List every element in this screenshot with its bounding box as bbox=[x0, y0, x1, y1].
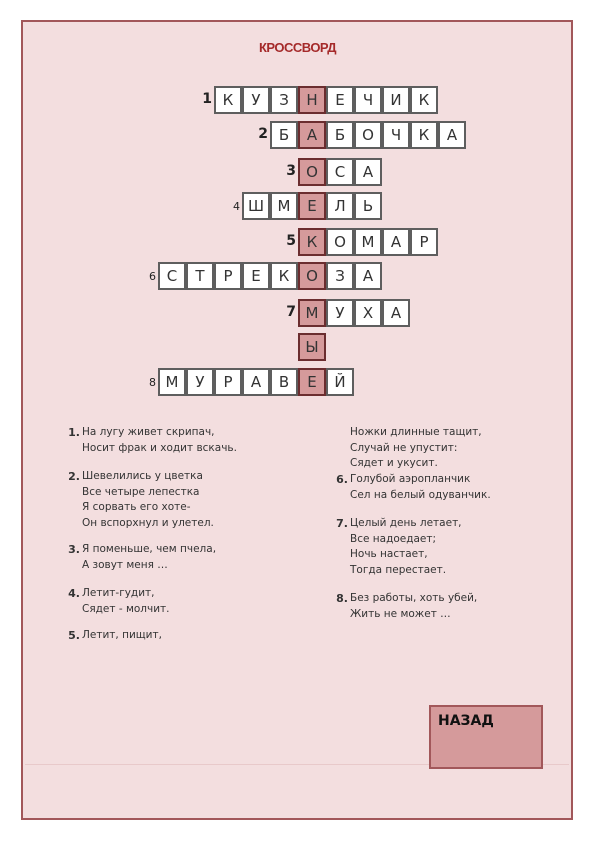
clue-line: Сядет и укусит. bbox=[350, 457, 438, 469]
clue-line: Все надоедает; bbox=[350, 532, 437, 545]
letter-cell[interactable]: О bbox=[354, 121, 382, 149]
key-word-cell[interactable]: Ы bbox=[298, 333, 326, 361]
row-number-6: 6 bbox=[149, 270, 156, 283]
letter-cell[interactable]: Б bbox=[270, 121, 298, 149]
clue-number: 2. bbox=[68, 470, 80, 483]
clue-line: Все четыре лепестка bbox=[82, 485, 200, 498]
key-word-cell[interactable]: О bbox=[298, 158, 326, 186]
key-word-cell[interactable]: О bbox=[298, 262, 326, 290]
back-button-label: НАЗАД bbox=[438, 713, 494, 729]
page-title: КРОССВОРД bbox=[258, 40, 337, 55]
clue-text bbox=[350, 516, 462, 578]
row-number-1: 1 bbox=[202, 91, 212, 107]
letter-cell[interactable]: Р bbox=[410, 228, 438, 256]
key-word-cell[interactable]: Е bbox=[298, 192, 326, 220]
clue-text bbox=[82, 628, 162, 644]
letter-cell[interactable]: М bbox=[270, 192, 298, 220]
clue-line: Сядет - молчит. bbox=[82, 602, 170, 615]
letter-cell[interactable]: Ь bbox=[354, 192, 382, 220]
letter-cell[interactable]: Х bbox=[354, 299, 382, 327]
row-number-4: 4 bbox=[233, 200, 240, 213]
letter-cell[interactable]: А bbox=[438, 121, 466, 149]
letter-cell[interactable]: А bbox=[242, 368, 270, 396]
clue-line: Я сорвать его хоте- bbox=[82, 501, 191, 513]
letter-cell[interactable]: Ч bbox=[382, 121, 410, 149]
clue-line: Сел на белый одуванчик. bbox=[350, 488, 491, 501]
clue-number: 6. bbox=[336, 473, 348, 486]
letter-cell[interactable]: О bbox=[326, 228, 354, 256]
clue-line: Случай не упустит: bbox=[350, 441, 458, 454]
clue-line: Летит-гудит, bbox=[82, 587, 155, 599]
letter-cell[interactable]: У bbox=[242, 86, 270, 114]
letter-cell[interactable]: С bbox=[326, 158, 354, 186]
letter-cell[interactable]: В bbox=[270, 368, 298, 396]
clue-line: Он вспорхнул и улетел. bbox=[82, 516, 214, 529]
letter-cell[interactable]: К bbox=[270, 262, 298, 290]
letter-cell[interactable]: Б bbox=[326, 121, 354, 149]
letter-cell[interactable]: Т bbox=[186, 262, 214, 290]
row-number-5: 5 bbox=[286, 233, 296, 249]
letter-cell[interactable]: У bbox=[326, 299, 354, 327]
letter-cell[interactable]: К bbox=[410, 121, 438, 149]
letter-cell[interactable]: Л bbox=[326, 192, 354, 220]
letter-cell[interactable]: С bbox=[158, 262, 186, 290]
key-word-cell[interactable]: К bbox=[298, 228, 326, 256]
clue-line: Носит фрак и ходит вскачь. bbox=[82, 441, 237, 454]
letter-cell[interactable]: Ч bbox=[354, 86, 382, 114]
clue-line: Жить не может … bbox=[350, 607, 451, 620]
clue-line: Целый день летает, bbox=[350, 517, 462, 529]
clue-line: Тогда перестает. bbox=[350, 563, 447, 576]
letter-cell[interactable]: М bbox=[158, 368, 186, 396]
clue-text bbox=[82, 542, 216, 573]
clue-text bbox=[82, 469, 214, 531]
letter-cell[interactable]: А bbox=[382, 299, 410, 327]
letter-cell[interactable]: М bbox=[354, 228, 382, 256]
letter-cell[interactable]: К bbox=[214, 86, 242, 114]
clue-line: Я поменьше, чем пчела, bbox=[82, 543, 217, 555]
letter-cell[interactable]: А bbox=[382, 228, 410, 256]
row-number-2: 2 bbox=[258, 126, 268, 142]
letter-cell[interactable]: З bbox=[326, 262, 354, 290]
clue-number: 3. bbox=[68, 543, 80, 556]
clue-text bbox=[82, 425, 237, 456]
clue-line: Шевелились у цветка bbox=[82, 470, 203, 482]
letter-cell[interactable]: У bbox=[186, 368, 214, 396]
letter-cell[interactable]: З bbox=[270, 86, 298, 114]
letter-cell[interactable]: Ш bbox=[242, 192, 270, 220]
clue-line: Голубой аэропланчик bbox=[350, 473, 471, 485]
clue-line: Без работы, хоть убей, bbox=[350, 592, 478, 604]
clue-line: А зовут меня … bbox=[82, 558, 168, 571]
key-word-cell[interactable]: Н bbox=[298, 86, 326, 114]
letter-cell[interactable]: Р bbox=[214, 368, 242, 396]
row-number-8: 8 bbox=[149, 376, 156, 389]
clue-line: На лугу живет скрипач, bbox=[82, 426, 215, 438]
row-number-3: 3 bbox=[286, 163, 296, 179]
letter-cell[interactable]: Е bbox=[242, 262, 270, 290]
clue-line: Летит, пищит, bbox=[82, 629, 162, 641]
clue-line: Ножки длинные тащит, bbox=[350, 426, 482, 438]
letter-cell[interactable]: К bbox=[410, 86, 438, 114]
key-word-cell[interactable]: Е bbox=[298, 368, 326, 396]
clue-number: 7. bbox=[336, 517, 348, 530]
letter-cell[interactable]: И bbox=[382, 86, 410, 114]
key-word-cell[interactable]: А bbox=[298, 121, 326, 149]
back-button[interactable] bbox=[429, 705, 543, 769]
clue-number: 1. bbox=[68, 426, 80, 439]
clue-number: 8. bbox=[336, 592, 348, 605]
row-number-7: 7 bbox=[286, 304, 296, 320]
key-word-cell[interactable]: М bbox=[298, 299, 326, 327]
letter-cell[interactable]: Е bbox=[326, 86, 354, 114]
clue-text bbox=[350, 425, 482, 472]
clue-text bbox=[350, 472, 491, 503]
clue-line: Ночь настает, bbox=[350, 548, 428, 560]
letter-cell[interactable]: А bbox=[354, 158, 382, 186]
letter-cell[interactable]: А bbox=[354, 262, 382, 290]
letter-cell[interactable]: Й bbox=[326, 368, 354, 396]
clue-number: 4. bbox=[68, 587, 80, 600]
clue-text bbox=[82, 586, 170, 617]
letter-cell[interactable]: Р bbox=[214, 262, 242, 290]
clue-number: 5. bbox=[68, 629, 80, 642]
clue-text bbox=[350, 591, 477, 622]
